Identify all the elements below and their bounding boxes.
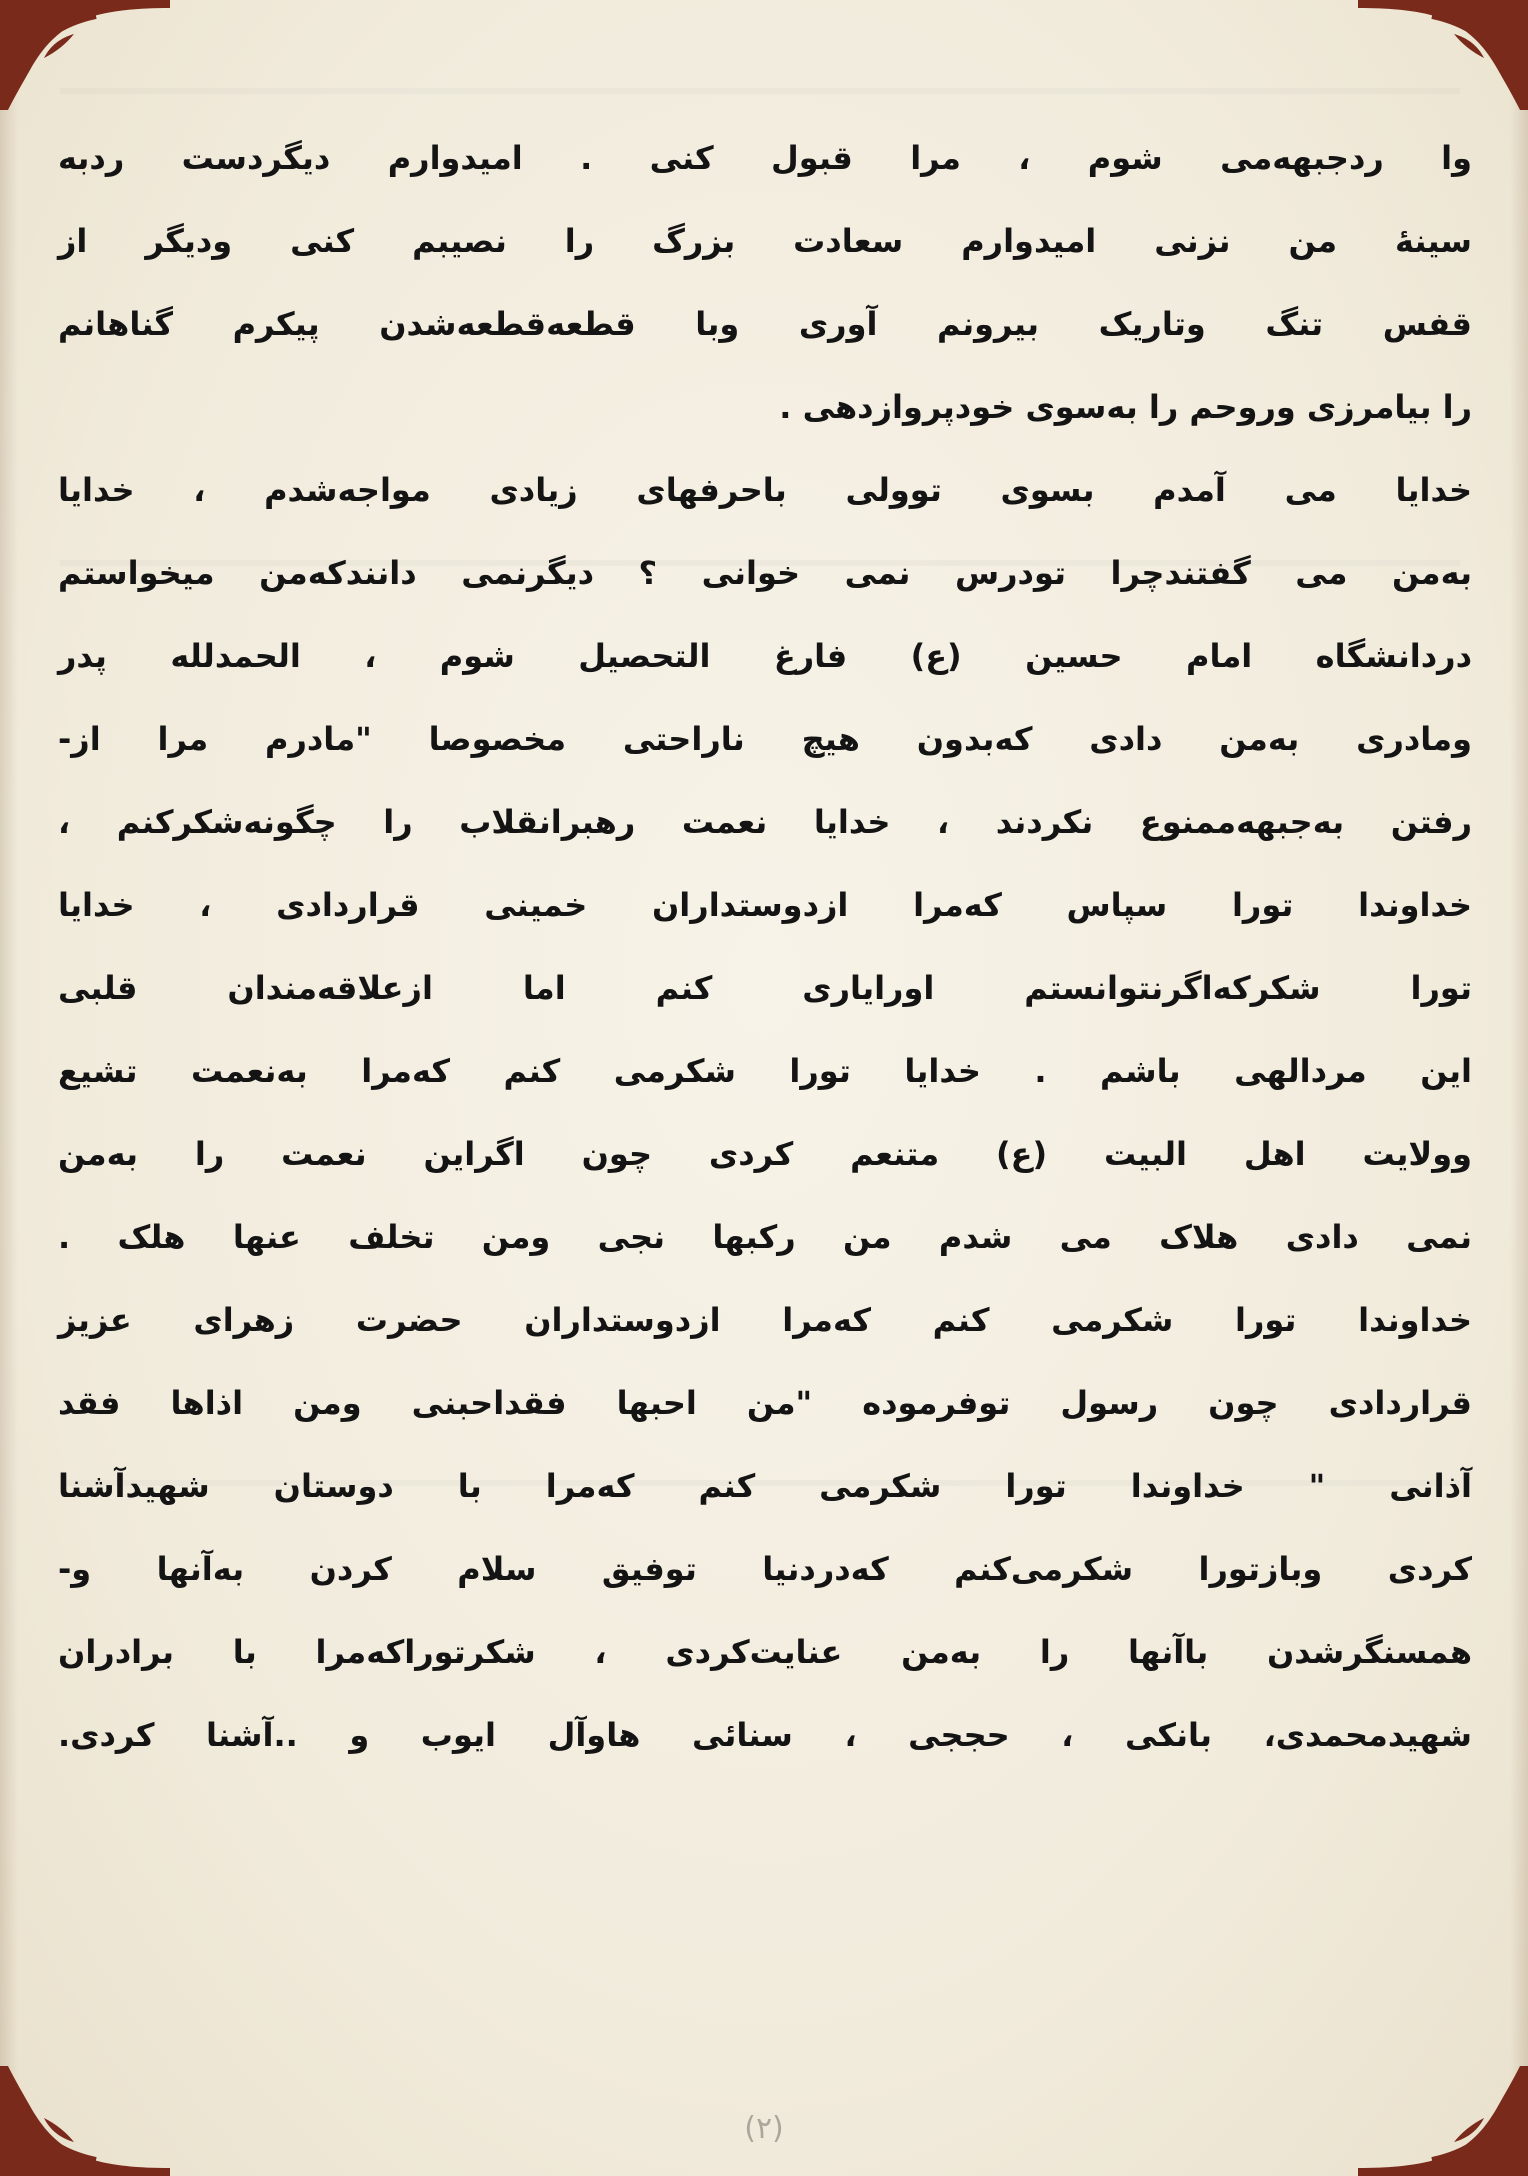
show-through-band [60, 88, 1460, 94]
text-line: قراردادی چون رسول توفرموده "من احبها فقداحبنی ومن اذاها فقد [58, 1384, 1472, 1422]
text-line: دردانشگاه امام حسین (ع) فارغ التحصیل شوم ، الحمدلله پدر [58, 637, 1472, 675]
text-line: خداوندا تورا سپاس که‌مرا ازدوستداران خمینی قراردادی ، خدایا [58, 886, 1472, 924]
text-line: قفس تنگ وتاریک بیرونم آوری وبا قطعه‌قطعه‌شدن پیکرم گناهانم [58, 305, 1472, 343]
text-line: این مردالهی باشم . خدایا تورا شکرمی کنم که‌مرا به‌نعمت تشیع [58, 1052, 1472, 1090]
text-line: کردی وبازتورا شکرمی‌کنم که‌دردنیا توفیق سلام کردن به‌آنها و- [58, 1550, 1472, 1588]
text-line: نمی دادی هلاک می شدم من رکبها نجی ومن تخلف عنها هلک . [58, 1218, 1472, 1256]
text-line: وولایت اهل البیت (ع) متنعم کردی چون اگراین نعمت را به‌من [58, 1135, 1472, 1173]
page-edge-shadow-right [1510, 0, 1528, 2176]
text-line: ومادری به‌من دادی که‌بدون هیچ ناراحتی مخصوصا "مادرم مرا از- [58, 720, 1472, 758]
text-line: به‌من می گفتندچرا تودرس نمی خوانی ؟ دیگرنمی دانندکه‌من میخواستم [58, 554, 1472, 592]
text-line: وا ردجبهه‌می شوم ، مرا قبول کنی . امیدوارم دیگردست ردبه [58, 139, 1472, 177]
text-line: خداوندا تورا شکرمی کنم که‌مرا ازدوستداران حضرت زهرای عزیز [58, 1301, 1472, 1339]
text-line: را بیامرزی وروحم را به‌سوی خودپروازدهی . [779, 388, 1472, 426]
text-line: شهیدمحمدی، بانکی ، حججی ، سنائی هاوآل ایوب و ..آشنا کردی. [58, 1716, 1472, 1754]
text-line: همسنگرشدن باآنها را به‌من عنایت‌کردی ، شکرتوراکه‌مرا با برادران [58, 1633, 1472, 1671]
text-line: سینهٔ من نزنی امیدوارم سعادت بزرگ را نصیبم کنی ودیگر از [58, 222, 1472, 260]
body-text [40, 128, 1490, 1788]
text-line: تورا شکرکه‌اگرنتوانستم اورایاری کنم اما ازعلاقه‌مندان قلبی [58, 969, 1472, 1007]
page-number: (۲) [744, 2111, 784, 2146]
text-line: خدایا می آمدم بسوی توولی باحرفهای زیادی مواجه‌شدم ، خدایا [58, 471, 1472, 509]
text-line: آذانی " خداوندا تورا شکرمی کنم که‌مرا با دوستان شهیدآشنا [58, 1467, 1472, 1505]
text-line: رفتن به‌جبهه‌ممنوع نکردند ، خدایا نعمت رهبرانقلاب را چگونه‌شکرکنم ، [58, 803, 1472, 841]
page-edge-shadow-left [0, 0, 18, 2176]
